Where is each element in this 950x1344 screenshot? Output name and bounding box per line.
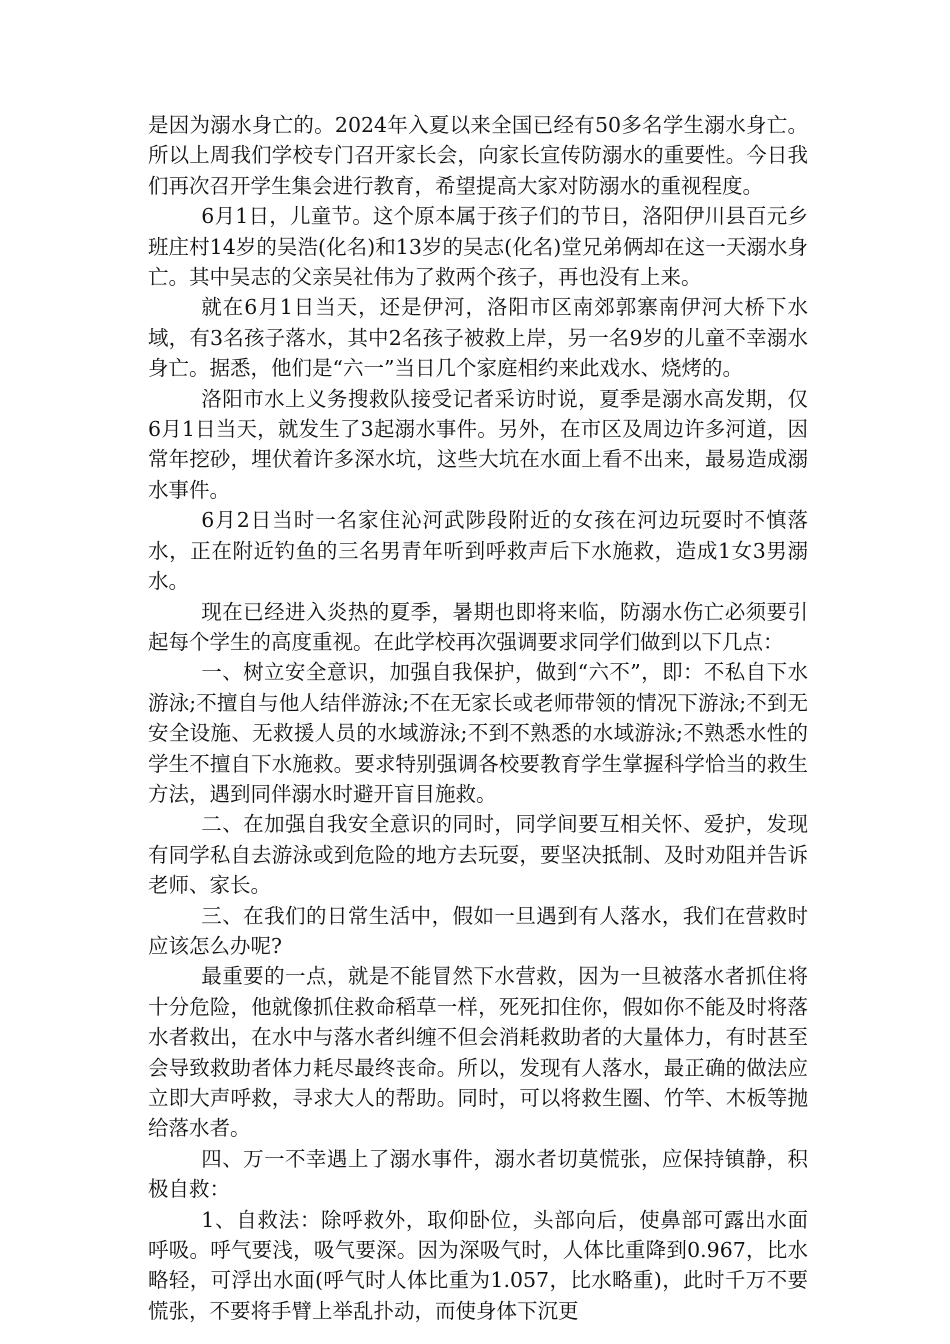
paragraph-12: 1、自救法：除呼救外，取仰卧位，头部向后，使鼻部可露出水面呼吸。呼气要浅，吸气要深。因为深吸气时，人体比重降到0.967，比水略轻，可浮出水面(呼气时人体比重为1.057，比水略重)，此时千万不要慌张，不要将手臂上举乱扑动，而使身体下沉更 <box>148 1207 808 1323</box>
paragraph-8: 二、在加强自我安全意识的同时，同学间要互相关怀、爱护，发现有同学私自去游泳或到危险的地方去玩耍，要坚决抵制、及时劝阻并告诉老师、家长。 <box>148 812 808 898</box>
paragraph-10: 最重要的一点，就是不能冒然下水营救，因为一旦被落水者抓住将十分危险，他就像抓住救命稻草一样，死死扣住你，假如你不能及时将落水者救出，在水中与落水者纠缠不但会消耗救助者的大量体力，有时甚至会导致救助者体力耗尽最终丧命。所以，发现有人落水，最正确的做法应立即大声呼救，寻求大人的帮助。同时，可以将救生圈、竹竿、木板等抛给落水者。 <box>148 964 808 1141</box>
paragraph-5: 6月2日当时一名家住沁河武陟段附近的女孩在河边玩耍时不慎落水，正在附近钓鱼的三名男青年听到呼救声后下水施救，造成1女3男溺水。 <box>148 508 808 594</box>
paragraph-1: 是因为溺水身亡的。2024年入夏以来全国已经有50多名学生溺水身亡。所以上周我们学校专门召开家长会，向家长宣传防溺水的重要性。今日我们再次召开学生集会进行教育，希望提高大家对防溺水的重视程度。 <box>148 113 808 198</box>
paragraph-11: 四、万一不幸遇上了溺水事件，溺水者切莫慌张，应保持镇静，积极自救： <box>148 1146 808 1202</box>
paragraph-2: 6月1日，儿童节。这个原本属于孩子们的节日，洛阳伊川县百元乡班庄村14岁的吴浩(化名)和13岁的吴志(化名)堂兄弟俩却在这一天溺水身亡。其中吴志的父亲吴社伟为了救两个孩子，再也没有上来。 <box>148 204 808 290</box>
paragraph-7: 一、树立安全意识，加强自我保护，做到“六不”，即：不私自下水游泳;不擅自与他人结伴游泳;不在无家长或老师带领的情况下游泳;不到无安全设施、无救援人员的水域游泳;不到不熟悉的水域游泳;不熟悉水性的学生不擅自下水施救。要求特别强调各校要教育学生掌握科学恰当的救生方法，遇到同伴溺水时避开盲目施救。 <box>148 660 808 806</box>
paragraph-9: 三、在我们的日常生活中，假如一旦遇到有人落水，我们在营救时应该怎么办呢? <box>148 903 808 958</box>
paragraph-3: 就在6月1日当天，还是伊河，洛阳市区南郊郭寨南伊河大桥下水域，有3名孩子落水，其中2名孩子被救上岸，另一名9岁的儿童不幸溺水身亡。据悉，他们是“六一”当日几个家庭相约来此戏水、烧烤的。 <box>148 295 808 381</box>
paragraph-4: 洛阳市水上义务搜救队接受记者采访时说，夏季是溺水高发期，仅6月1日当天，就发生了3起溺水事件。另外，在市区及周边许多河道，因常年挖砂，埋伏着许多深水坑，这些大坑在水面上看不出来，最易造成溺水事件。 <box>148 386 808 502</box>
paragraph-6: 现在已经进入炎热的夏季，暑期也即将来临，防溺水伤亡必须要引起每个学生的高度重视。在此学校再次强调要求同学们做到以下几点： <box>148 599 808 654</box>
document-page <box>148 110 808 1323</box>
